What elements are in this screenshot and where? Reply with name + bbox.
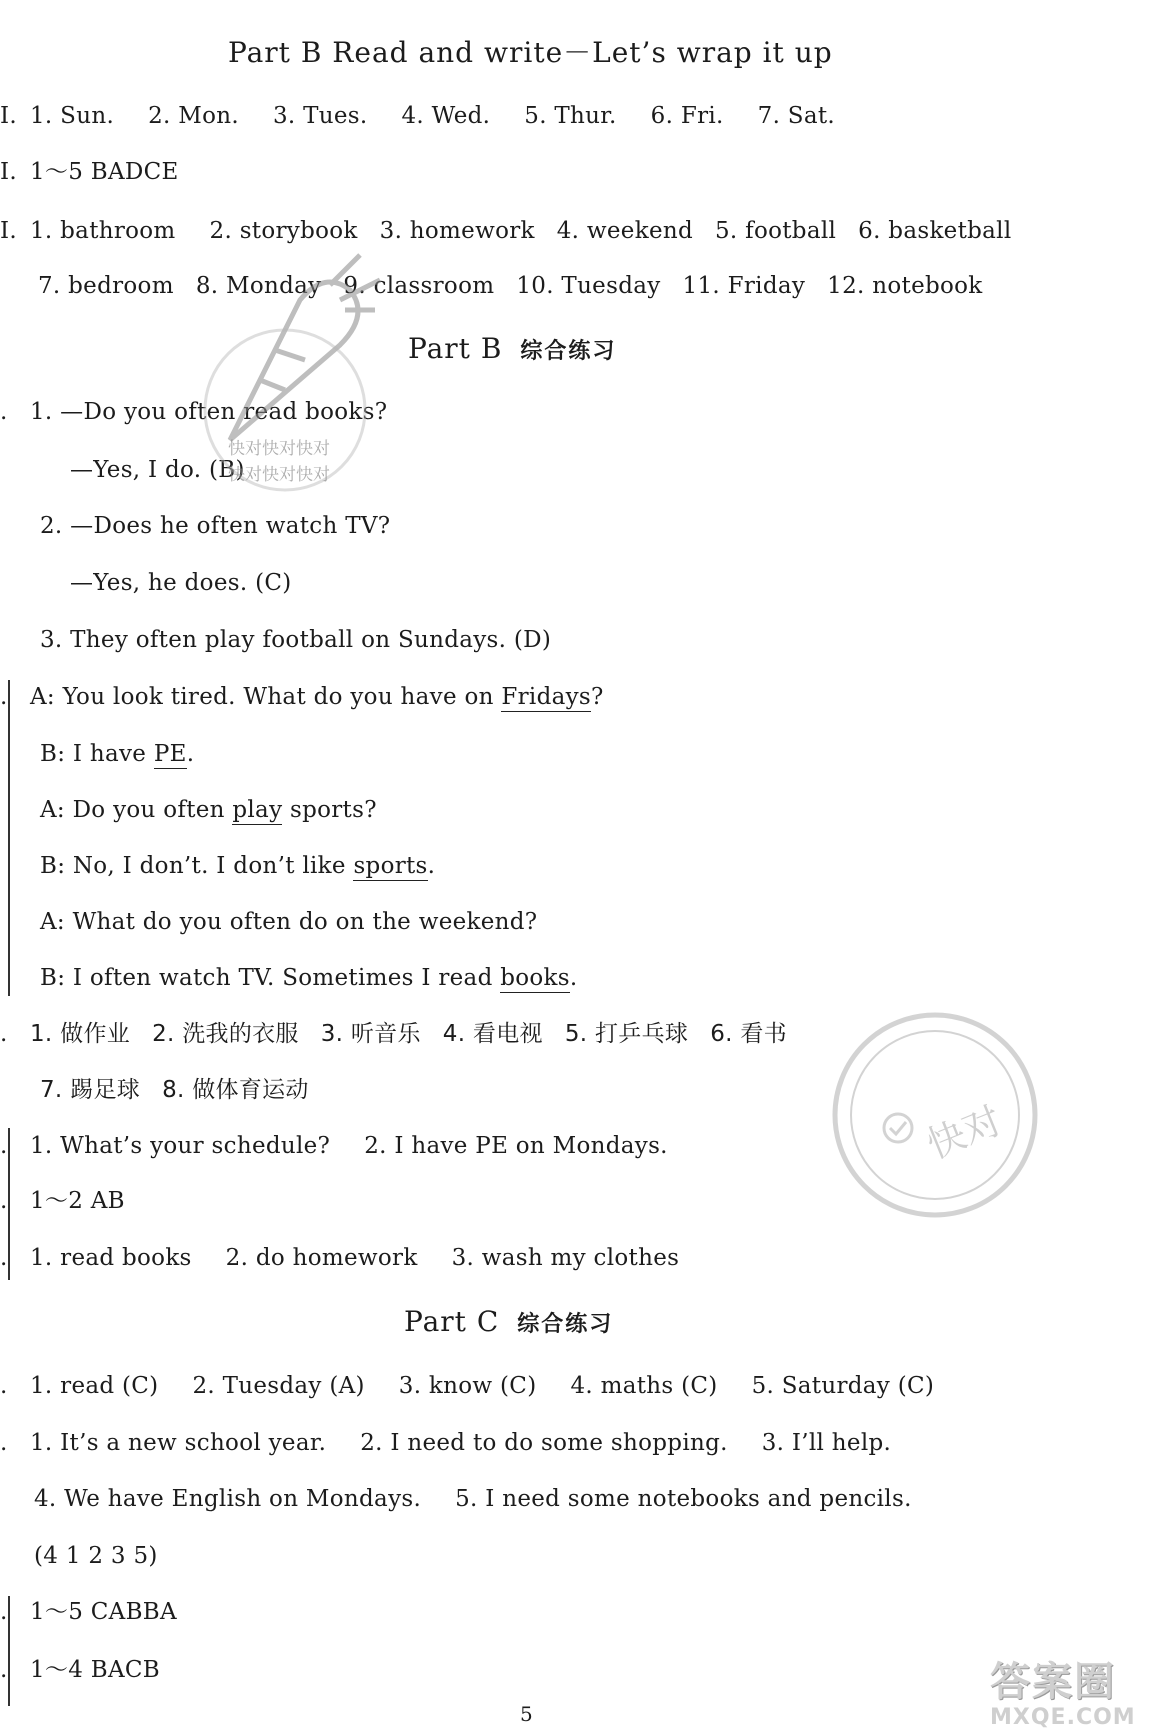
question-marker: . xyxy=(0,1373,8,1399)
corner-logo-watermark xyxy=(990,1650,1165,1730)
answer-line-phrases: . 1. read books 2. do homework 3. wash my clothes xyxy=(0,1245,680,1271)
question-marker: . xyxy=(0,684,8,710)
dialogue-a1: —Yes, I do. (B) xyxy=(70,457,245,483)
answer-line-choices: . 1. read (C) 2. Tuesday (A) 3. know (C) 4. maths (C) 5. Saturday (C) xyxy=(0,1373,935,1399)
conversation-line-4: B: No, I don’t. I don’t like sports. xyxy=(40,853,436,879)
watermark-text: 快对快对快对 xyxy=(228,465,330,485)
heading-part-c-practice: Part C 综合练习 xyxy=(404,1305,614,1338)
conversation-line-6: B: I often watch TV. Sometimes I read books. xyxy=(40,965,578,991)
answer-line-cabba: . 1～5 CABBA xyxy=(0,1599,177,1625)
question-marker: . xyxy=(0,1657,8,1683)
filled-blank: Fridays xyxy=(501,684,592,710)
conversation-line-5: A: What do you often do on the weekend? xyxy=(40,909,538,935)
heading-part-b-practice: Part B 综合练习 xyxy=(408,332,617,365)
answer-line-sentences-2: 4. We have English on Mondays. 5. I need some notebooks and pencils. xyxy=(34,1486,912,1512)
question-marker: . xyxy=(0,1133,8,1159)
watermark-text: 快对快对快对 xyxy=(228,439,330,459)
chinese-line-1: . 1. 做作业 2. 洗我的衣服 3. 听音乐 4. 看电视 5. 打乒乓球 6. 看书 xyxy=(0,1021,787,1047)
dialogue-q2: 2. —Does he often watch TV? xyxy=(40,513,391,539)
dialogue-q3: 3. They often play football on Sundays. (D) xyxy=(40,627,552,653)
conversation-line-1: . A: You look tired. What do you have on Fridays? xyxy=(0,684,604,710)
dialogue-a2: —Yes, he does. (C) xyxy=(70,570,292,596)
dialogue-q1: . 1. —Do you often read books? xyxy=(0,399,388,425)
answer-line-ab: . 1～2 AB xyxy=(0,1188,125,1214)
question-marker: I. xyxy=(0,218,17,244)
question-marker: . xyxy=(0,1430,8,1456)
question-marker: . xyxy=(0,1188,8,1214)
answer-line-badce: I. 1～5 BADCE xyxy=(0,159,179,185)
answer-line-bacb: . 1～4 BACB xyxy=(0,1657,160,1683)
question-marker: I. xyxy=(0,159,17,185)
heading-part-b-read-write: Part B Read and write－Let’s wrap it up xyxy=(228,36,833,69)
question-marker: . xyxy=(0,1245,8,1271)
question-marker: . xyxy=(0,1021,8,1047)
answer-line-days: I. 1. Sun. 2. Mon. 3. Tues. 4. Wed. 5. Thur. 6. Fri. 7. Sat. xyxy=(0,103,836,129)
margin-rule xyxy=(8,680,10,996)
corner-logo-url: MXQE.COM xyxy=(990,1705,1136,1730)
corner-logo-title: 答案圈 xyxy=(990,1659,1116,1705)
filled-blank: play xyxy=(232,797,283,823)
question-marker: . xyxy=(0,1599,8,1625)
stamp-label: 快对 xyxy=(920,1098,1008,1168)
question-marker: I. xyxy=(0,103,17,129)
page-number: 5 xyxy=(520,1702,533,1726)
conversation-line-3: A: Do you often play sports? xyxy=(40,797,377,823)
answer-line-words-1: I. 1. bathroom 2. storybook 3. homework 4. weekend 5. football 6. basketball xyxy=(0,218,1012,244)
translation-line: . 1. What’s your schedule? 2. I have PE on Mondays. xyxy=(0,1133,668,1159)
answer-line-sentences-1: . 1. It’s a new school year. 2. I need to do some shopping. 3. I’ll help. xyxy=(0,1430,892,1456)
chinese-line-2: 7. 踢足球 8. 做体育运动 xyxy=(40,1077,309,1103)
filled-blank: PE xyxy=(153,741,187,767)
filled-blank: sports xyxy=(353,853,428,879)
answer-line-order: (4 1 2 3 5) xyxy=(34,1543,158,1569)
conversation-line-2: B: I have PE. xyxy=(40,741,195,767)
filled-blank: books xyxy=(500,965,570,991)
question-marker: . xyxy=(0,399,8,425)
answer-line-words-2: 7. bedroom 8. Monday 9. classroom 10. Tuesday 11. Friday 12. notebook xyxy=(38,273,983,299)
